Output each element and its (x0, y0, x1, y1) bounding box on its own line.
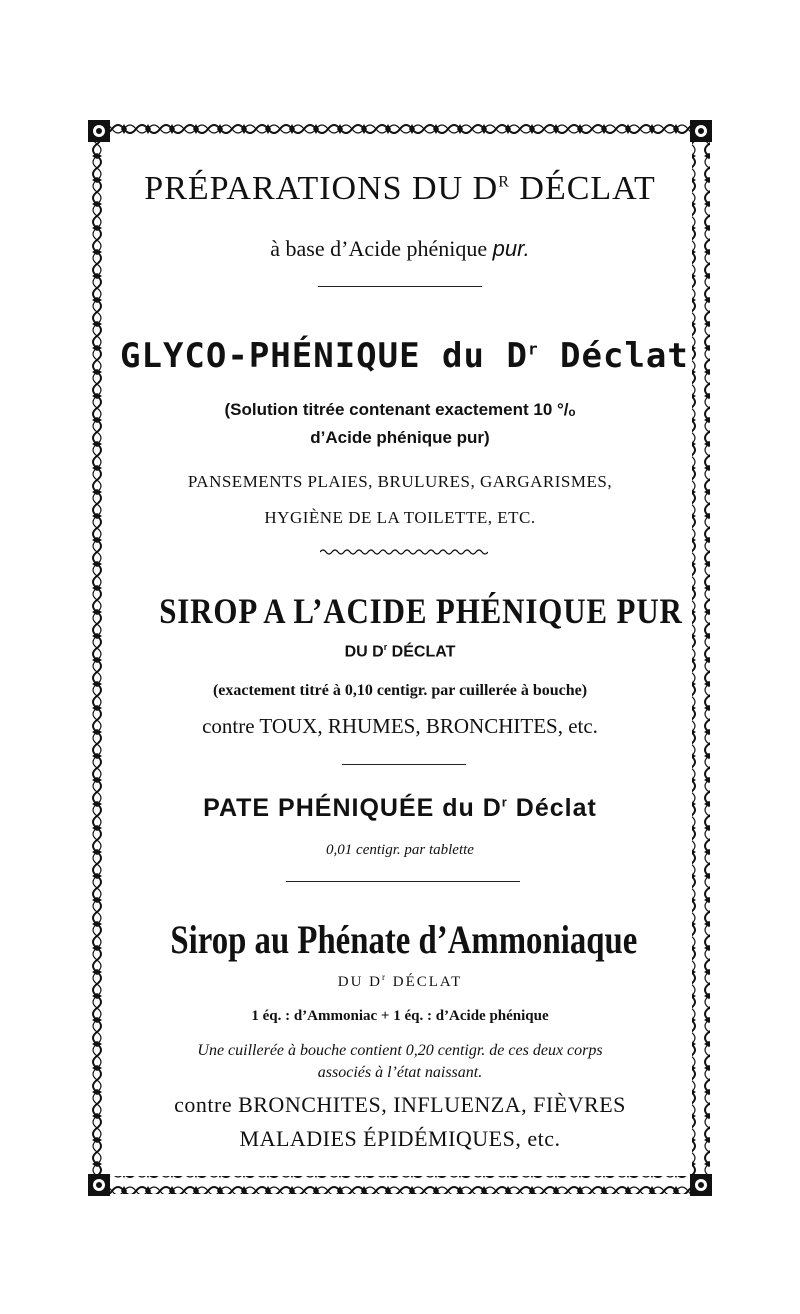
divider (318, 286, 482, 287)
glyco-uses-line2: HYGIÈNE DE LA TOILETTE, ETC. (264, 508, 536, 527)
sirop-dose: (exactement titré à 0,10 centigr. par cuillerée à bouche) (212, 682, 588, 699)
phenate-note-line1: Une cuillerée à bouche contient 0,20 centigr. de ces deux corps (197, 1042, 603, 1059)
page-subtitle: à base d’Acide phénique pur. (270, 236, 530, 261)
phenate-formula: 1 éq. : d’Ammoniac + 1 éq. : d’Acide phénique (251, 1008, 549, 1024)
phenate-byline: DU $D^r$ DÉCLAT (337, 972, 463, 990)
sirop-uses: contre TOUX, RHUMES, BRONCHITES, etc. (202, 714, 598, 738)
glyco-uses-line1: PANSEMENTS PLAIES, BRULURES, GARGARISMES, (187, 472, 613, 491)
phenate-uses-line2: MALADIES ÉPIDÉMIQUES, etc. (239, 1126, 561, 1151)
glyco-description-line1: (Solution titrée contenant exactement 10 °/ₒ (224, 400, 576, 419)
wavy-divider (320, 548, 488, 556)
page-title: PRÉPARATIONS DU $D^R$ DÉCLAT (144, 170, 656, 207)
corner-rosette-top-left (88, 120, 110, 142)
pate-title: PATE PHÉNIQUÉE du $D^r$ Déclat (203, 794, 597, 822)
pate-dose: 0,01 centigr. par tablette (326, 842, 474, 858)
sirop-byline: DU $D^r$ DÉCLAT (344, 642, 456, 661)
divider (342, 764, 466, 765)
sirop-title: SIROP A L’ACIDE PHÉNIQUE PUR (159, 591, 683, 631)
glyco-title: GLYCO-PHÉNIQUE du $D^r$ Déclat (120, 336, 689, 376)
phenate-uses-line1: contre BRONCHITES, INFLUENZA, FIÈVRES (174, 1092, 626, 1117)
phenate-title: Sirop au Phénate d’Ammoniaque (170, 917, 638, 962)
divider (286, 881, 520, 882)
phenate-note-line2: associés à l’état naissant. (317, 1064, 483, 1081)
glyco-description-line2: d’Acide phénique pur) (310, 428, 490, 447)
